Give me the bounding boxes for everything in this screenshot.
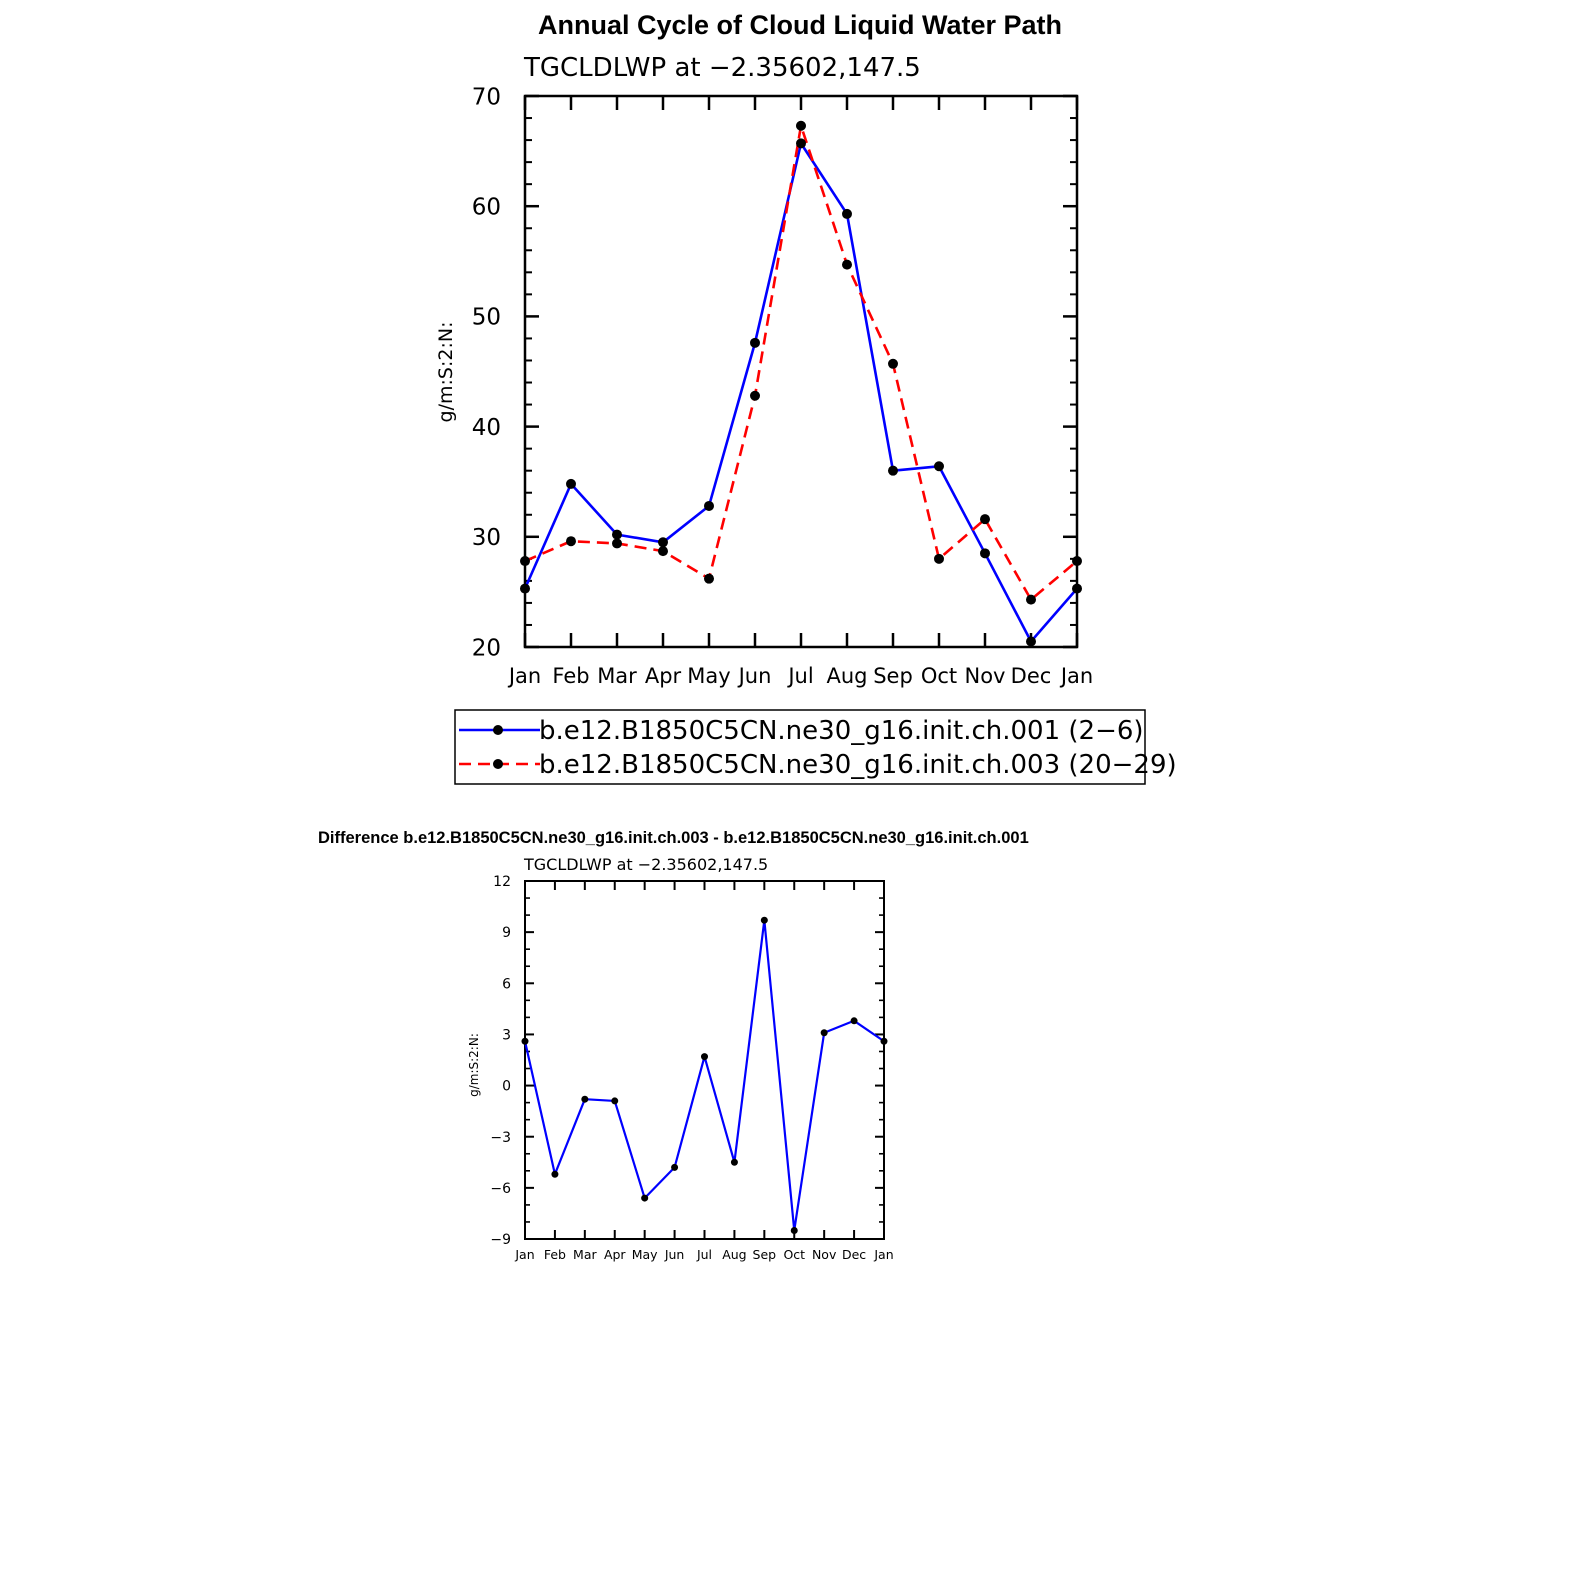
series-2-point [888,359,898,369]
x-tick-label: Jan [515,1247,535,1262]
series-1-point [842,209,852,219]
chart1-ylabel: g/m:S:2:N: [435,321,457,423]
series-2-point [934,554,944,564]
series-2-point [750,391,760,401]
series-2-point [566,536,576,546]
x-tick-label: Feb [552,664,590,688]
y-tick-label: 9 [502,925,511,942]
series-1-point [821,1029,828,1036]
x-tick-label: Feb [543,1247,566,1262]
series-1-point [934,461,944,471]
chart2-y-tick-labels [490,874,511,1248]
series-1-point [658,537,668,547]
series-1-point [881,1038,888,1045]
series-1-line [525,143,1077,641]
series-1-point [791,1227,798,1234]
chart1-subtitle: TGCLDLWP at −2.35602,147.5 [524,53,921,83]
x-tick-label: Jan [874,1247,894,1262]
series-2-point [980,514,990,524]
x-tick-label: Apr [603,1247,626,1262]
x-tick-label: Apr [644,664,682,688]
series-1-point [641,1195,648,1202]
series-1-point [851,1017,858,1024]
chart1-title: Annual Cycle of Cloud Liquid Water Path [537,10,1063,40]
x-tick-label: Jul [788,664,814,688]
chart1-plot-frame [525,96,1077,647]
chart1-y-tick-labels [472,84,501,661]
series-2-point [1072,556,1082,566]
series-1-point [761,917,768,924]
chart1-series [520,121,1082,647]
series-1-point [611,1097,618,1104]
series-1-point [750,338,760,348]
series-1-point [1026,636,1036,646]
series-2-point [658,546,668,556]
legend-marker-series-2 [493,759,503,769]
y-tick-label: 60 [471,194,501,221]
series-1-point [566,479,576,489]
series-1-point [888,466,898,476]
y-tick-label: 30 [471,525,501,552]
x-tick-label: Aug [722,1247,747,1262]
series-2-point [1026,595,1036,605]
chart2-ylabel: g/m:S:2:N: [467,1033,481,1097]
x-tick-label: May [687,664,731,688]
series-1-point [731,1159,738,1166]
series-2-point [796,121,806,131]
x-tick-label: Jun [738,664,772,688]
series-1-point [612,530,622,540]
plot-border [525,96,1077,647]
series-1-point [671,1164,678,1171]
x-tick-label: Oct [920,664,958,688]
series-1-point [704,501,714,511]
series-2-point [612,538,622,548]
x-tick-label: Jan [508,664,542,688]
series-1-point [520,584,530,594]
y-tick-label: 12 [493,874,511,891]
series-2-point [704,574,714,584]
series-1-point [522,1038,529,1045]
series-1-point [551,1171,558,1178]
x-tick-label: Dec [1010,664,1052,688]
x-tick-label: Mar [573,1247,597,1262]
x-tick-label: May [631,1247,658,1262]
y-tick-label: 20 [471,635,501,662]
series-2-point [520,556,530,566]
x-tick-label: Jul [696,1247,713,1262]
y-tick-label: −3 [490,1129,511,1146]
legend-marker-series-1 [493,725,503,735]
y-tick-label: 6 [502,976,511,993]
chart2-subtitle: TGCLDLWP at −2.35602,147.5 [524,855,769,874]
y-tick-label: 3 [502,1027,511,1044]
x-tick-label: Mar [597,664,637,688]
x-tick-label: Aug [826,664,868,688]
x-tick-label: Nov [811,1247,837,1262]
series-1-point [581,1096,588,1103]
x-tick-label: Nov [964,664,1006,688]
x-tick-label: Dec [841,1247,867,1262]
series-1-point [1072,584,1082,594]
series-1-line [525,920,884,1230]
legend-label-series-1: b.e12.B1850C5CN.ne30_g16.init.ch.001 (2−6) [539,716,1144,746]
x-tick-label: Jan [1060,664,1094,688]
y-tick-label: −9 [490,1232,511,1249]
y-tick-label: 50 [471,304,501,331]
legend-label-series-2: b.e12.B1850C5CN.ne30_g16.init.ch.003 (20−29) [539,750,1177,780]
y-tick-label: −6 [490,1180,511,1197]
series-1-point [701,1053,708,1060]
series-2-point [842,260,852,270]
chart1-x-tick-labels [507,664,1093,688]
chart2-title: Difference b.e12.B1850C5CN.ne30_g16.init.ch.003 - b.e12.B1850C5CN.ne30_g16.init.ch.001 [318,829,1029,847]
x-tick-label: Oct [783,1247,806,1262]
x-tick-label: Jun [664,1247,685,1262]
chart2-series [522,917,888,1234]
y-tick-label: 70 [471,84,501,111]
chart2-x-tick-labels [514,1247,893,1262]
x-tick-label: Sep [752,1247,777,1262]
y-tick-label: 40 [471,414,501,441]
y-tick-label: 0 [502,1078,511,1095]
series-2-line [525,126,1077,600]
x-tick-label: Sep [873,664,913,688]
series-1-point [796,138,806,148]
series-1-point [980,548,990,558]
